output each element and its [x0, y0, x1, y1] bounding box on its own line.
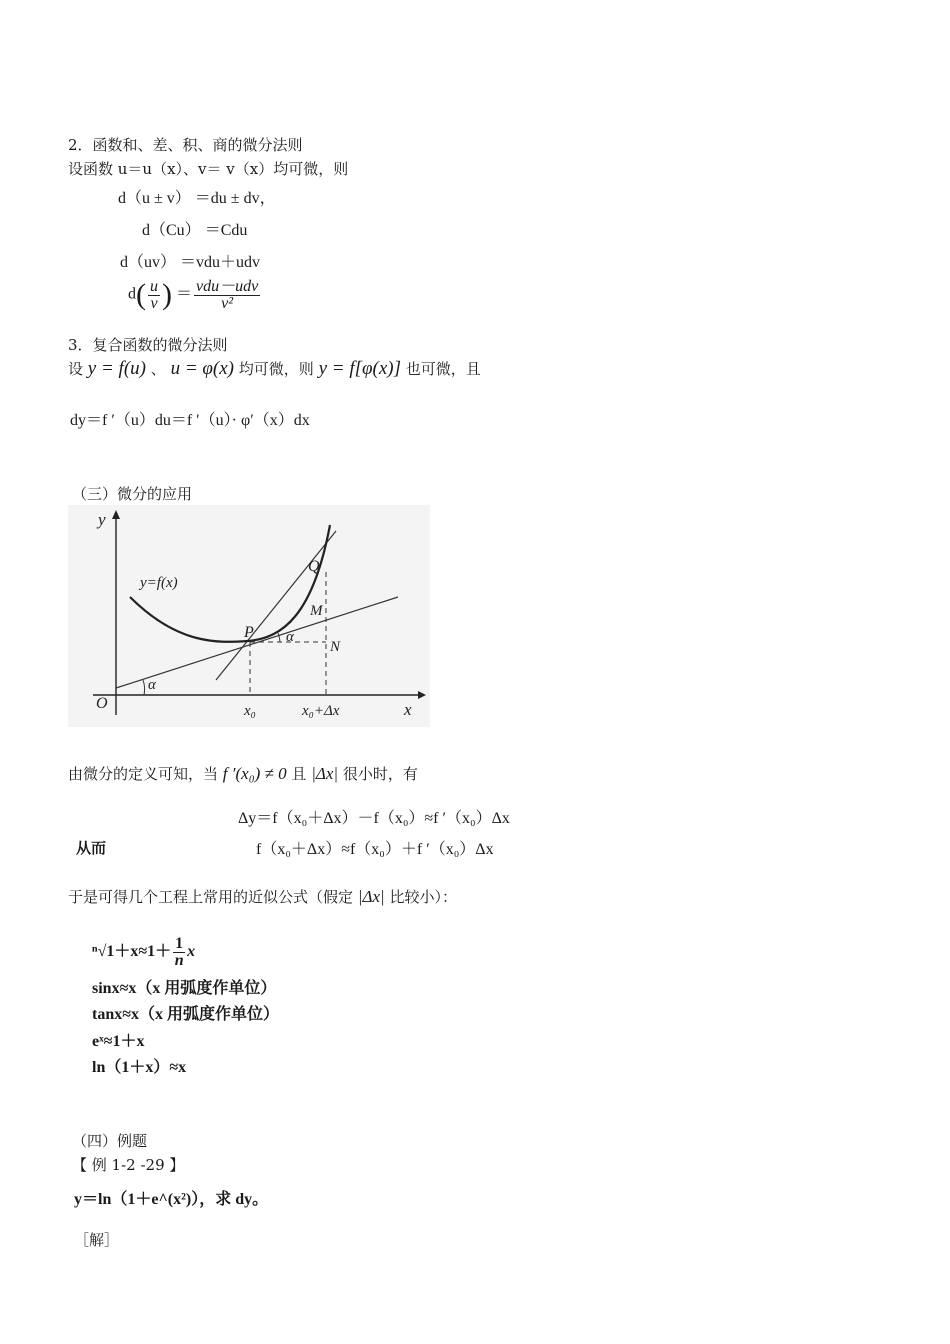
rule1-lhs: d（u ± v）	[118, 190, 191, 207]
section2-heading: 2．函数和、差、积、商的微分法则	[68, 136, 303, 154]
approx-f-increment: f（x₀＋Δx）≈f（x₀）＋f ′（x₀）Δx	[256, 841, 494, 858]
thus-label: 从而	[76, 839, 107, 857]
intro-condition-1: f ′(x₀) ≠ 0	[222, 764, 287, 783]
label-p: P	[244, 624, 254, 641]
application-intro	[68, 763, 418, 784]
solution-label: ［解］	[74, 1231, 120, 1249]
rule4-right-denominator: v²	[221, 294, 234, 312]
rule2-rhs: ＝Cdu	[204, 222, 248, 239]
approx-formula-root	[92, 936, 195, 969]
rule3-rhs: ＝vdu＋udv	[180, 254, 261, 271]
label-origin: O	[96, 695, 108, 712]
rule2-lhs: d（Cu）	[142, 222, 201, 239]
label-y: y	[98, 510, 106, 529]
rule4-numerator: u	[150, 277, 158, 295]
f1-x: x	[187, 943, 196, 961]
intro-a: 由微分的定义可知，当	[68, 765, 219, 783]
section3-premise	[68, 358, 481, 380]
premise-formula-2: u = φ(x)	[170, 358, 234, 379]
f1-fraction	[173, 936, 185, 969]
approx-formula-tan: tanx≈x（x 用弧度作单位）	[92, 1006, 280, 1023]
label-alpha-origin: α	[148, 677, 156, 693]
label-x0-plus-dx: x₀+Δx	[302, 703, 340, 719]
f1-rhs: ≈1＋	[138, 943, 172, 961]
rule4-denominator: v	[150, 294, 158, 312]
f1-lhs: ⁿ√1＋x	[92, 943, 139, 961]
figure-background	[68, 505, 430, 727]
common-a: 于是可得几个工程上常用的近似公式（假定	[68, 888, 354, 906]
label-x: x	[404, 700, 412, 719]
label-n: N	[330, 639, 341, 655]
section2-premise: 设函数 u＝u（x）、v＝ v（x）均可微，则	[68, 160, 349, 178]
rule4-right-fraction	[194, 279, 260, 312]
approx-formula-exp: eˣ≈1＋x	[92, 1033, 145, 1050]
common-b: 比较小）：	[389, 888, 457, 906]
label-alpha-p: α	[286, 629, 294, 645]
approx-delta-y: Δy＝f（x₀＋Δx）－f（x₀）≈f ′（x₀）Δx	[238, 810, 510, 827]
label-q: Q	[308, 558, 320, 575]
label-curve: y=f(x)	[140, 575, 178, 591]
common-formulas-intro	[68, 886, 457, 907]
rule-constant	[142, 217, 247, 240]
common-condition: |Δx|	[357, 887, 385, 906]
examples-heading: （四）例题	[72, 1132, 148, 1150]
premise-b: 均可微，则	[238, 360, 314, 378]
premise-sep: 、	[150, 360, 166, 378]
f1-denominator: n	[174, 952, 184, 969]
approx-formula-ln: ln（1＋x）≈x	[92, 1059, 187, 1076]
intro-b: 且	[291, 765, 307, 783]
rule3-lhs: d（uv）	[120, 254, 177, 271]
rule-product	[120, 249, 260, 272]
premise-c: 也可微，且	[405, 360, 481, 378]
chain-rule-formula: dy＝f ′（u）du＝f ′（u）· φ′（x）dx	[70, 412, 310, 429]
premise-a: 设	[68, 360, 84, 378]
differential-geometry-figure	[68, 505, 430, 727]
rule4-d: d	[128, 285, 136, 303]
intro-c: 很小时，有	[342, 765, 418, 783]
rule4-left-fraction	[148, 279, 160, 312]
rule-sum-difference	[118, 185, 276, 208]
example-problem: y＝ln（1＋e^(x²)），求 dy。	[74, 1191, 269, 1208]
application-heading: （三）微分的应用	[72, 485, 193, 503]
label-x0: x₀	[244, 703, 256, 719]
approx-formula-sin: sinx≈x（x 用弧度作单位）	[92, 980, 277, 997]
premise-formula-3: y = f[φ(x)]	[318, 358, 401, 379]
section3-heading: 3．复合函数的微分法则	[68, 336, 228, 354]
intro-condition-2: |Δx|	[311, 764, 339, 783]
rule1-rhs: ＝du ± dv，	[194, 190, 276, 207]
f1-numerator: 1	[175, 935, 184, 952]
premise-formula-1: y = f(u)	[87, 358, 146, 379]
rule4-right-numerator: vdu－udv	[196, 277, 259, 295]
example-label: 【 例 1-2 -29 】	[72, 1156, 185, 1174]
rule-quotient: d( $\frac{u}{v}$ ) ＝ $\frac{\text{vdu－udv}}{\text{v²}}$	[128, 277, 259, 312]
label-m: M	[310, 603, 323, 619]
